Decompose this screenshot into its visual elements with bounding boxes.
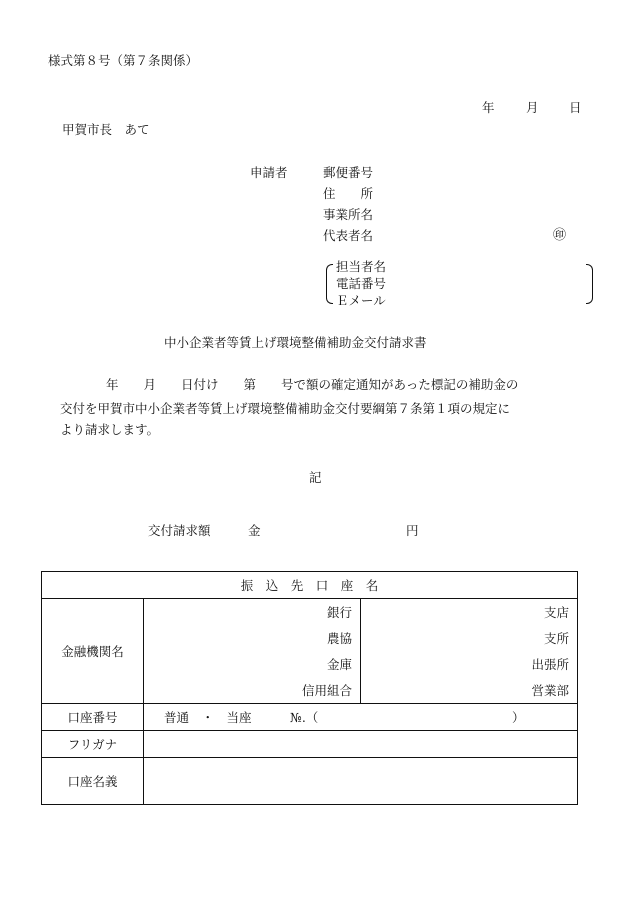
body-line-2: 交付を甲賀市中小企業者等賃上げ環境整備補助金交付要綱第７条第１項の規定に [60, 401, 511, 416]
date-year: 年 [482, 100, 495, 115]
account-number-label: 口座番号 [42, 704, 144, 731]
date-month: 月 [526, 100, 539, 115]
body-line-3: より請求します。 [60, 422, 160, 437]
ki-mark: 記 [309, 470, 322, 485]
contact-person-label: 担当者名 [336, 259, 387, 274]
branch-type-shisho: 支所 [361, 625, 578, 651]
number-close: ） [512, 710, 525, 725]
seal-mark: ㊞ [553, 228, 567, 243]
bank-account-table [41, 571, 578, 805]
business-name-label: 事業所名 [323, 207, 374, 222]
branch-type-shucchojo: 出張所 [361, 651, 578, 677]
account-name-field[interactable] [144, 758, 578, 805]
email-label: Ｅメール [336, 293, 386, 308]
contact-bracket-right [586, 264, 593, 304]
number-mark: №.（ [290, 710, 319, 725]
amount-label: 交付請求額 [148, 523, 211, 538]
form-number: 様式第８号（第７条関係） [48, 53, 199, 68]
bank-table-header: 振 込 先 口 座 名 [42, 572, 578, 599]
representative-label: 代表者名 [323, 228, 374, 243]
branch-type-shiten: 支店 [361, 599, 578, 626]
institution-label: 金融機関名 [42, 599, 144, 704]
postal-code-label: 郵便番号 [323, 165, 374, 180]
document-title: 中小企業者等賃上げ環境整備補助金交付請求書 [164, 335, 427, 350]
applicant-label: 申請者 [250, 165, 288, 180]
addressee: 甲賀市長 あて [62, 122, 150, 137]
institution-type-bank: 銀行 [144, 599, 361, 626]
institution-type-nokyo: 農協 [144, 625, 361, 651]
amount-unit: 円 [406, 523, 419, 538]
contact-bracket-left [326, 264, 333, 304]
institution-type-kinko: 金庫 [144, 651, 361, 677]
account-type-options: 普通 ・ 当座 [164, 710, 252, 725]
body-line-1: 年 月 日付け 第 号で額の確定通知があった標記の補助金の [106, 377, 519, 392]
address-label: 住 所 [323, 186, 374, 201]
phone-label: 電話番号 [336, 276, 387, 291]
amount-prefix: 金 [248, 523, 261, 538]
date-day: 日 [569, 100, 582, 115]
institution-type-shinyo-kumiai: 信用組合 [144, 677, 361, 704]
branch-type-eigyobu: 営業部 [361, 677, 578, 704]
account-number-field[interactable] [144, 704, 578, 731]
furigana-label: フリガナ [42, 731, 144, 758]
account-name-label: 口座名義 [42, 758, 144, 805]
furigana-field[interactable] [144, 731, 578, 758]
